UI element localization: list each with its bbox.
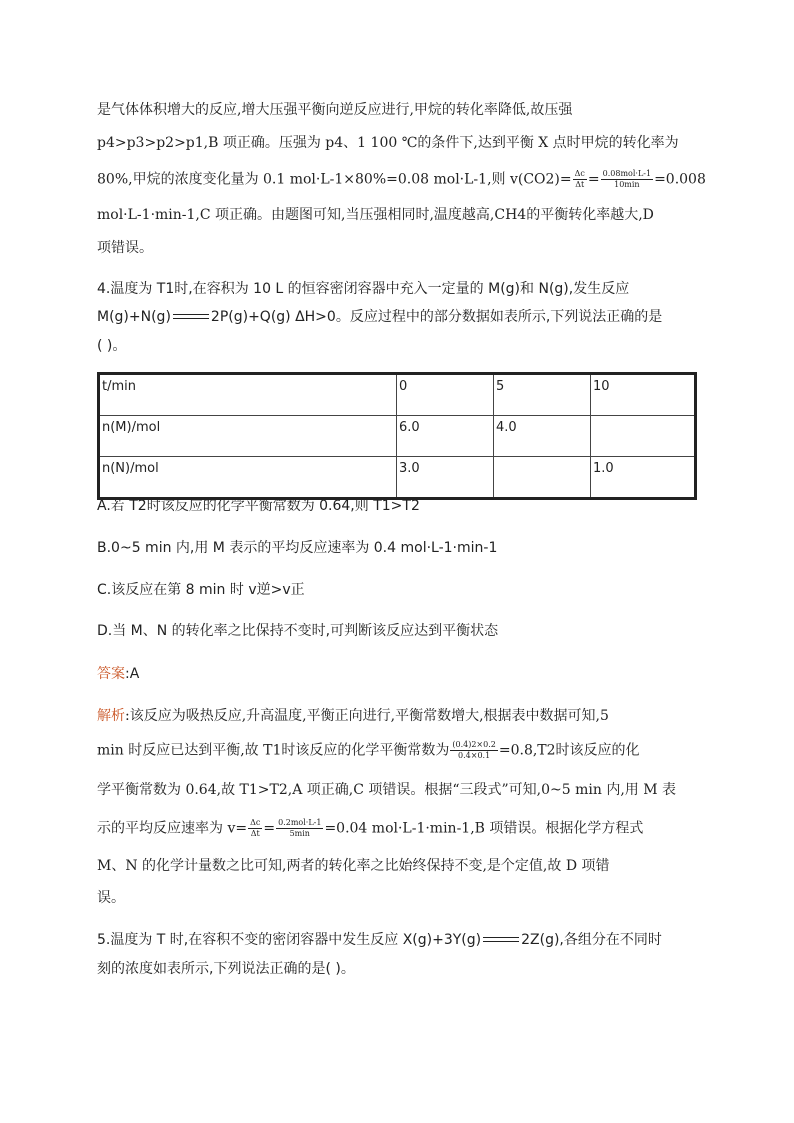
solution-text-line: 80%,甲烷的浓度变化量为 0.1 mol·L-1×80%=0.08 mol·L-1,则 v(CO2)= $\frac{\Delta c}{\Delta t}$ = $\frac{\text{0.08mol·L-1}}{10\min}$ =0.008 — [97, 169, 706, 189]
fraction: $\frac{\text{0.2mol·L-1}}{5\min}$ — [278, 818, 322, 838]
analysis-line: M、N 的化学计量数之比可知,两者的转化率之比始终保持不变,是个定值,故 D 项错 — [97, 858, 610, 874]
data-table — [97, 372, 697, 500]
question-5-stem: 5.温度为 T 时,在容积不变的密闭容器中发生反应 X(g)+3Y(g) 2Z(g),各组分在不同时 — [97, 932, 662, 948]
analysis-line: 解析:该反应为吸热反应,升高温度,平衡正向进行,平衡常数增大,根据表中数据可知,5 — [97, 708, 609, 724]
option-c: C.该反应在第 8 min 时 v逆>v正 — [97, 582, 305, 598]
table-row: n(M)/mol 6.0 4.0 — [99, 416, 696, 457]
table-row: t/min 0 5 10 — [99, 374, 696, 416]
solution-text-line: p4>p3>p2>p1,B 项正确。压强为 p4、1 100 ℃的条件下,达到平衡 X 点时甲烷的转化率为 — [97, 135, 679, 151]
question-5-stem: 刻的浓度如表所示,下列说法正确的是( )。 — [97, 961, 355, 977]
option-a: A.若 T2时该反应的化学平衡常数为 0.64,则 T1>T2 — [97, 498, 420, 514]
solution-text-line: 是气体体积增大的反应,增大压强平衡向逆反应进行,甲烷的转化率降低,故压强 — [97, 102, 573, 118]
equilibrium-arrow-icon — [483, 935, 519, 945]
analysis-line: 示的平均反应速率为 v= $\frac{\Delta c}{\Delta t}$ = $\frac{\text{0.2mol·L-1}}{5\min}$ =0.04 mol·L-1·min-1,B 项错误。根据化学方程式 — [97, 818, 644, 838]
solution-text: 80%,甲烷的浓度变化量为 0.1 mol·L-1×80%=0.08 mol·L-1,则 v(CO2)= — [97, 171, 572, 188]
analysis-line: 学平衡常数为 0.64,故 T1>T2,A 项正确,C 项错误。根据“三段式”可知,0~5 min 内,用 M 表 — [97, 782, 677, 798]
fraction: $\frac{(0.4)2\times 0.2}{0.4\times 0.1}$ — [452, 740, 496, 760]
question-4-stem: 4.温度为 T1时,在容积为 10 L 的恒容密闭容器中充入一定量的 M(g)和 N(g),发生反应 — [97, 281, 630, 297]
fraction: $\frac{\Delta c}{\Delta t}$ — [250, 818, 261, 838]
solution-text-line: mol·L-1·min-1,C 项正确。由题图可知,当压强相同时,温度越高,CH4的平衡转化率越大,D — [97, 207, 654, 223]
question-4-stem: M(g)+N(g) 2P(g)+Q(g) ΔH>0。反应过程中的部分数据如表所示,下列说法正确的是 — [97, 309, 663, 325]
answer-label: 答案 — [97, 666, 125, 682]
answer-value: :A — [125, 666, 140, 682]
analysis-line: min 时反应已达到平衡,故 T1时该反应的化学平衡常数为 $\frac{(0.4)2\times 0.2}{0.4\times 0.1}$ =0.8,T2时该反应的化 — [97, 740, 640, 760]
answer-line — [97, 664, 139, 684]
table-row: n(N)/mol 3.0 1.0 — [99, 457, 696, 499]
fraction: $\frac{\Delta c}{\Delta t}$ — [574, 169, 585, 189]
option-d: D.当 M、N 的转化率之比保持不变时,可判断该反应达到平衡状态 — [97, 623, 499, 639]
question-4-stem: ( )。 — [97, 338, 127, 354]
equilibrium-arrow-icon — [173, 312, 209, 322]
analysis-label: 解析 — [97, 708, 125, 724]
analysis-line: 误。 — [97, 890, 125, 906]
solution-text-line: 项错误。 — [97, 240, 153, 256]
fraction: $\frac{\text{0.08mol·L-1}}{10\min}$ — [602, 169, 652, 189]
option-b: B.0~5 min 内,用 M 表示的平均反应速率为 0.4 mol·L-1·min-1 — [97, 540, 498, 556]
